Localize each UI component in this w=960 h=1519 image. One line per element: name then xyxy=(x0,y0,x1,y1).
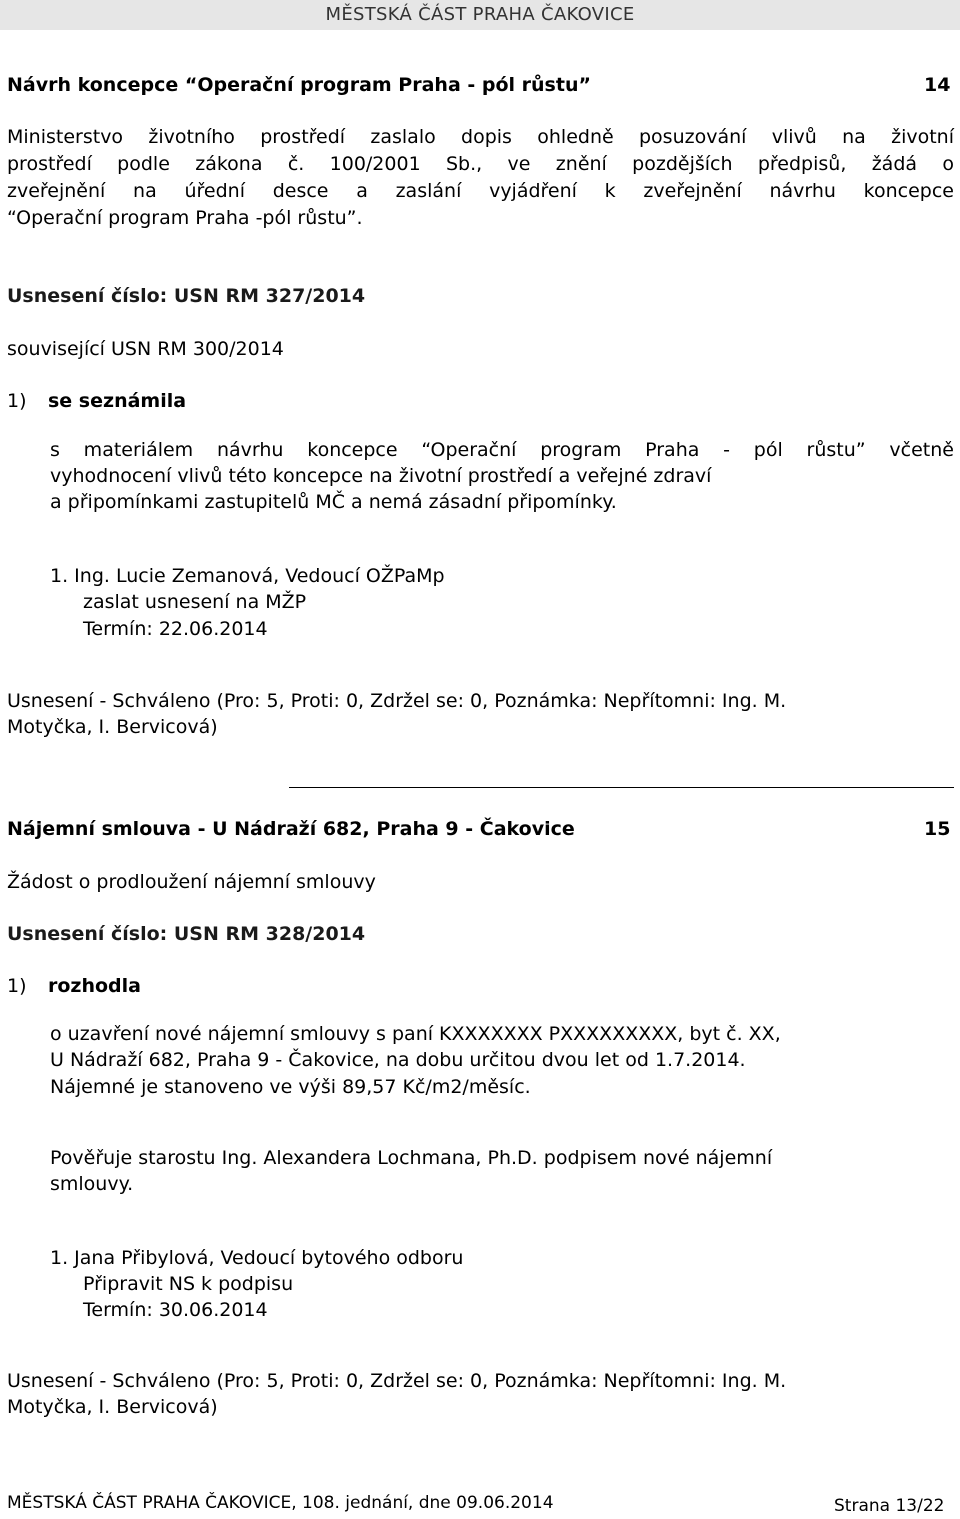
item-15-title: Nájemní smlouva - U Nádraží 682, Praha 9 - Čakovice xyxy=(7,818,575,840)
item-14-point-line: a připomínkami zastupitelů MČ a nemá zásadní připomínky. xyxy=(50,491,617,513)
header-title: MĚSTSKÁ ČÁST PRAHA ČAKOVICE xyxy=(325,4,635,25)
item-14-point-line: s materiálem návrhu koncepce “Operační program Praha - pól růstu” včetně xyxy=(50,439,954,461)
item-15-point-line: U Nádraží 682, Praha 9 - Čakovice, na dobu určitou dvou let od 1.7.2014. xyxy=(50,1049,746,1071)
item-14-task-assignee: 1. Ing. Lucie Zemanová, Vedoucí OŽPaMp xyxy=(50,565,445,587)
item-15-task-description: Připravit NS k podpisu xyxy=(83,1273,294,1295)
item-14-task-description: zaslat usnesení na MŽP xyxy=(83,591,307,613)
item-14-vote-result: Usnesení - Schváleno (Pro: 5, Proti: 0, Zdržel se: 0, Poznámka: Nepřítomni: Ing. M. xyxy=(7,690,787,712)
item-15-delegation-line: Pověřuje starostu Ing. Alexandera Lochmana, Ph.D. podpisem nové nájemní xyxy=(50,1147,773,1169)
item-14-task-deadline: Termín: 22.06.2014 xyxy=(83,618,268,640)
item-14-related-resolution: související USN RM 300/2014 xyxy=(7,338,284,360)
item-15-task-deadline: Termín: 30.06.2014 xyxy=(83,1299,268,1321)
item-14-intro-line: zveřejnění na úřední desce a zaslání vyjádření k zveřejnění návrhu koncepce xyxy=(7,180,954,202)
item-15-point-line: o uzavření nové nájemní smlouvy s paní KXXXXXXX PXXXXXXXXX, byt č. XX, xyxy=(50,1023,781,1045)
item-15-vote-result-cont: Motyčka, I. Bervicová) xyxy=(7,1396,218,1418)
item-14-intro-line: prostředí podle zákona č. 100/2001 Sb., ve znění pozdějších předpisů, žádá o xyxy=(7,153,954,175)
footer-meeting-info: MĚSTSKÁ ČÁST PRAHA ČAKOVICE, 108. jednání, dne 09.06.2014 xyxy=(7,1493,554,1513)
item-14-point-line: vyhodnocení vlivů této koncepce na životní prostředí a veřejné zdraví xyxy=(50,465,712,487)
item-15-point-number: 1) xyxy=(7,975,27,997)
item-14-resolution-number: Usnesení číslo: USN RM 327/2014 xyxy=(7,285,366,307)
item-14-intro-line: Ministerstvo životního prostředí zaslalo dopis ohledně posuzování vlivů na životní xyxy=(7,126,954,148)
item-14-vote-result-cont: Motyčka, I. Bervicová) xyxy=(7,716,218,738)
section-separator xyxy=(289,787,954,788)
item-14-point-verb: se seznámila xyxy=(48,390,187,412)
item-15-subtitle: Žádost o prodloužení nájemní smlouvy xyxy=(7,871,376,893)
item-14-number: 14 xyxy=(924,74,951,96)
item-14-title: Návrh koncepce “Operační program Praha - pól růstu” xyxy=(7,74,591,96)
item-14-intro-line: “Operační program Praha -pól růstu”. xyxy=(7,207,363,229)
footer-page-number: Strana 13/22 xyxy=(834,1496,945,1516)
item-14-point-number: 1) xyxy=(7,390,27,412)
item-15-number: 15 xyxy=(924,818,951,840)
item-15-resolution-number: Usnesení číslo: USN RM 328/2014 xyxy=(7,923,366,945)
item-15-point-line: Nájemné je stanoveno ve výši 89,57 Kč/m2/měsíc. xyxy=(50,1076,531,1098)
item-15-task-assignee: 1. Jana Přibylová, Vedoucí bytového odboru xyxy=(50,1247,464,1269)
item-15-vote-result: Usnesení - Schváleno (Pro: 5, Proti: 0, Zdržel se: 0, Poznámka: Nepřítomni: Ing. M. xyxy=(7,1370,787,1392)
item-15-point-verb: rozhodla xyxy=(48,975,141,997)
item-15-delegation-line: smlouvy. xyxy=(50,1173,134,1195)
